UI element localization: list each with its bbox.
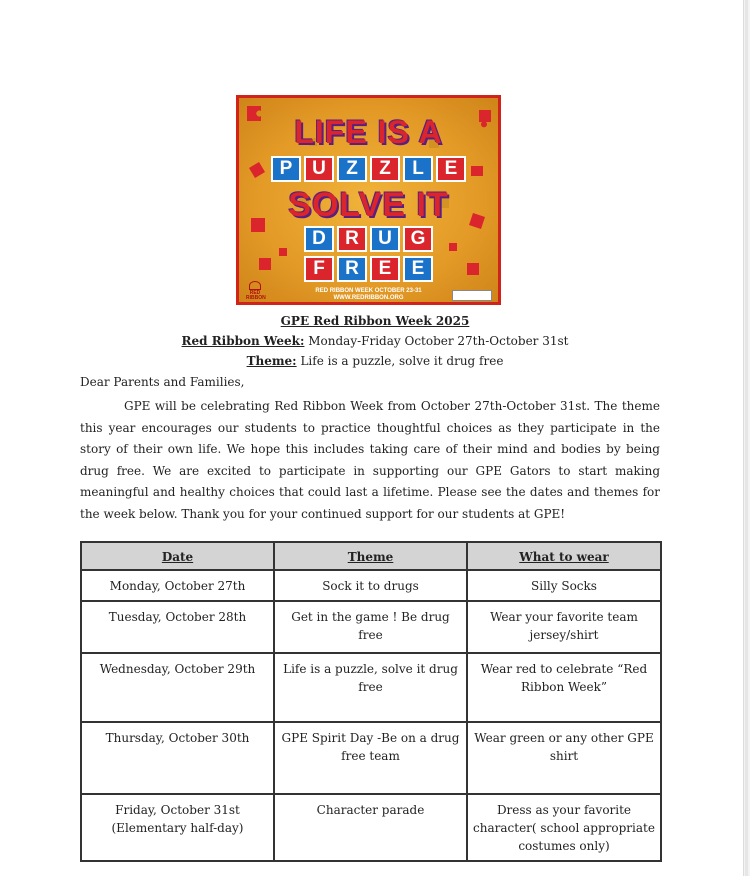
cell-date: Tuesday, October 28th — [81, 601, 274, 653]
table-row — [81, 601, 661, 653]
cell-wear: Wear red to celebrate “Red Ribbon Week” — [467, 653, 661, 722]
cell-date: Wednesday, October 29th — [81, 653, 274, 722]
poster-drug-tiles — [239, 226, 498, 252]
cell-date: Thursday, October 30th — [81, 722, 274, 794]
puzzle-tile: R — [337, 256, 367, 282]
cell-wear: Wear your favorite team jersey/shirt — [467, 601, 661, 653]
puzzle-tile: L — [403, 156, 433, 182]
theme-value: Life is a puzzle, solve it drug free — [296, 354, 504, 368]
cell-theme: Sock it to drugs — [274, 570, 467, 601]
schedule-table — [80, 541, 662, 862]
cell-date: Monday, October 27th — [81, 570, 274, 601]
puzzle-tile: Z — [337, 156, 367, 182]
table-row — [81, 722, 661, 794]
letter-body: GPE will be celebrating Red Ribbon Week from October 27th-October 31st. The theme this year encourages our students to practice thoughtful choices as they participate in the story of their own life. We hope this includes taking care of their mind and bodies by being drug free. We are excited to participate in supporting our GPE Gators to start making meaningful and healthy choices that could last a lifetime. Please see the dates and themes for the week below. Thank you for your continued support for our students at GPE! — [80, 399, 660, 521]
scrollbar-thumb[interactable] — [745, 0, 748, 876]
table-row — [81, 653, 661, 722]
week-label: Red Ribbon Week: — [181, 334, 305, 348]
theme-line — [0, 354, 750, 368]
table-row — [81, 794, 661, 861]
puzzle-tile: E — [403, 256, 433, 282]
poster-free-tiles — [239, 256, 498, 282]
cell-theme: Character parade — [274, 794, 467, 861]
theme-label: Theme: — [246, 354, 297, 368]
logo-text: RED RIBBON — [246, 290, 266, 301]
puzzle-tile: E — [436, 156, 466, 182]
sponsor-badge — [452, 290, 492, 301]
poster-footer-url: WWW.REDRIBBON.ORG — [333, 295, 404, 301]
cell-theme: GPE Spirit Day -Be on a drug free team — [274, 722, 467, 794]
document-title: GPE Red Ribbon Week 2025 — [280, 314, 470, 328]
page-scrollbar[interactable] — [743, 0, 750, 876]
puzzle-tile: R — [337, 226, 367, 252]
poster-footer-dates: RED RIBBON WEEK OCTOBER 23-31 — [315, 288, 422, 294]
cell-wear: Silly Socks — [467, 570, 661, 601]
letter-greeting: Dear Parents and Families, — [80, 375, 245, 389]
puzzle-tile: U — [370, 226, 400, 252]
header-date: Date — [81, 542, 274, 570]
table-row — [81, 570, 661, 601]
poster-headline-solve: SOLVE IT — [288, 186, 449, 224]
puzzle-tile: G — [403, 226, 433, 252]
header-what-to-wear: What to wear — [467, 542, 661, 570]
cell-date: Friday, October 31st (Elementary half-day) — [81, 794, 274, 861]
puzzle-tile: F — [304, 256, 334, 282]
cell-wear: Dress as your favorite character( school appropriate costumes only) — [467, 794, 661, 861]
puzzle-tile: D — [304, 226, 334, 252]
puzzle-tile: U — [304, 156, 334, 182]
red-ribbon-week-line — [0, 334, 750, 348]
poster-puzzle-tiles — [239, 156, 498, 182]
poster-headline-life: LIFE IS A — [294, 114, 443, 150]
header-theme: Theme — [274, 542, 467, 570]
cell-theme: Get in the game ! Be drug free — [274, 601, 467, 653]
puzzle-tile: Z — [370, 156, 400, 182]
puzzle-tile: E — [370, 256, 400, 282]
puzzle-tile: P — [271, 156, 301, 182]
table-header-row — [81, 542, 661, 570]
cell-theme: Life is a puzzle, solve it drug free — [274, 653, 467, 722]
red-ribbon-poster — [236, 95, 501, 305]
cell-wear: Wear green or any other GPE shirt — [467, 722, 661, 794]
week-value: Monday-Friday October 27th-October 31st — [304, 334, 569, 348]
